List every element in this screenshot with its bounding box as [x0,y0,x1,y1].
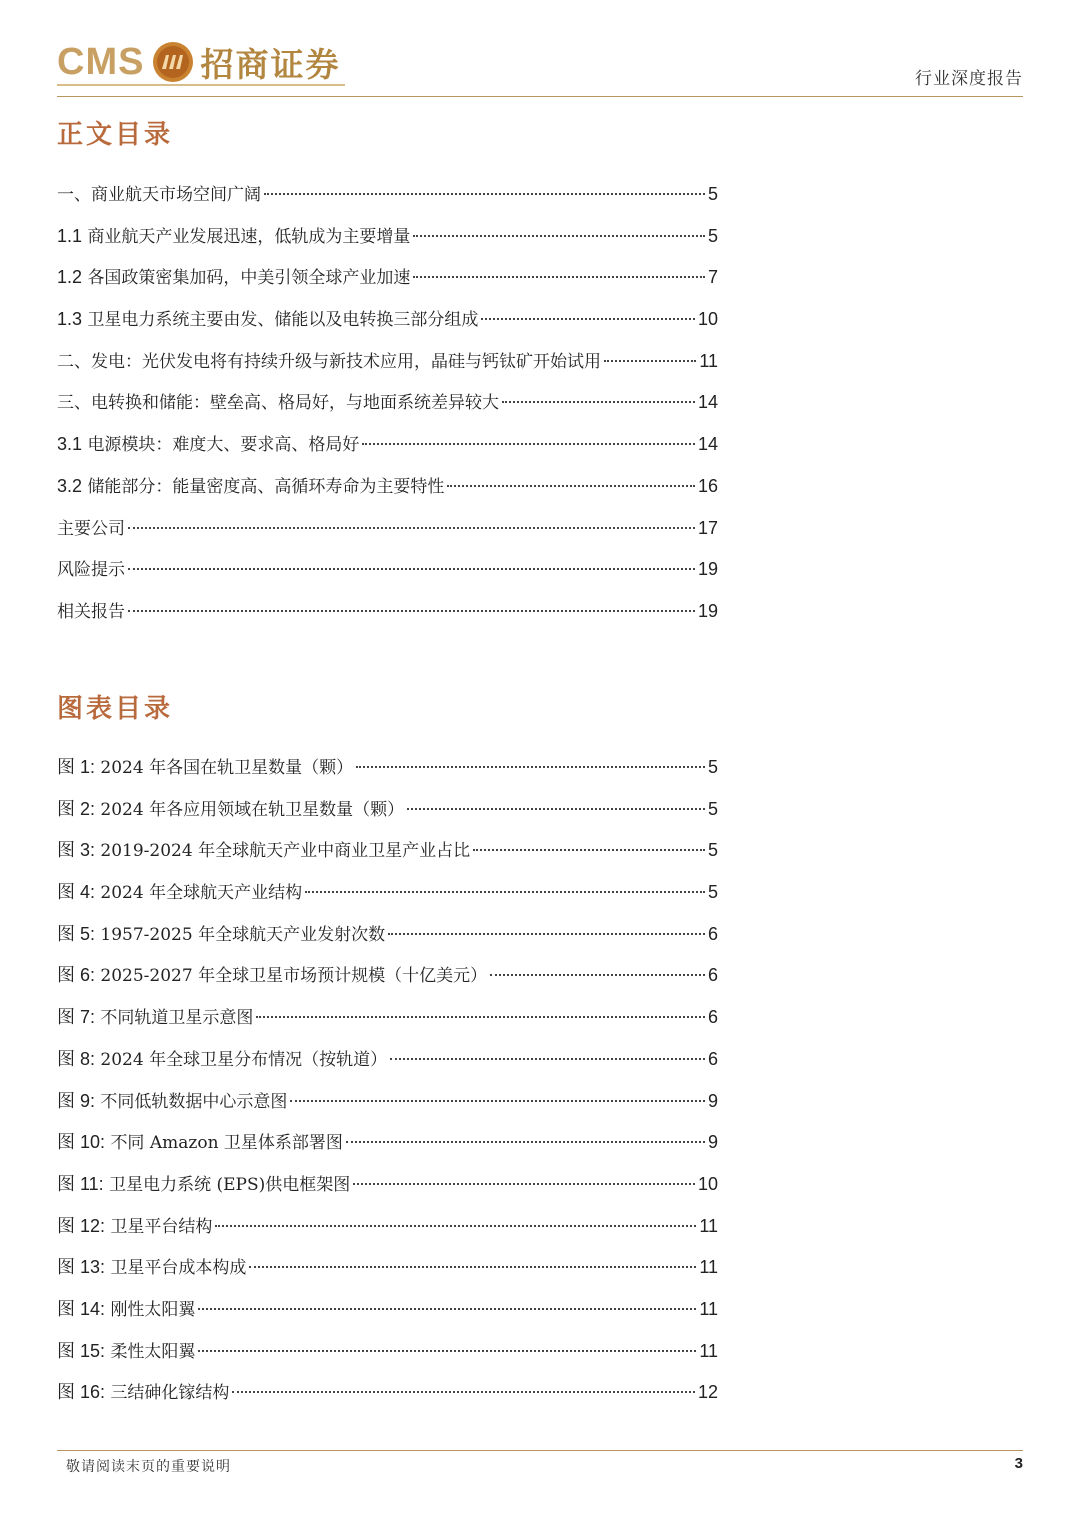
toc-entry[interactable] [57,341,718,383]
figure-entry-label [57,789,404,832]
toc-entry-prefix: 1.3 [57,309,83,330]
toc-entry[interactable] [57,466,718,508]
dot-leader [388,933,705,935]
toc-entry-page: 7 [707,267,718,288]
dot-leader [413,235,705,237]
figure-entry-text: 2019-2024 年全球航天产业中商业卫星产业占比 [100,841,471,862]
figure-entry-text: 三结砷化镓结构 [110,1383,230,1404]
figure-entry-page: 6 [707,965,718,986]
figure-entry-prefix: 图 1: [57,757,96,777]
figure-entry-text: 刚性太阳翼 [110,1299,196,1320]
figure-entry-page: 5 [707,840,718,861]
figure-entry[interactable] [57,1331,718,1373]
dot-leader [604,360,696,362]
figure-entry-label [57,1164,350,1207]
toc-entry-text: 电源模块：难度大、要求高、格局好 [87,435,360,456]
figure-entry[interactable] [57,1247,718,1289]
report-type: 行业深度报告 [915,69,1023,89]
figure-entry[interactable] [57,1081,718,1123]
dot-leader [502,401,695,403]
figure-entry-page: 11 [699,1298,718,1319]
figures-list [57,747,718,1414]
dot-leader [481,318,695,320]
figure-entry[interactable] [57,747,718,789]
dot-leader [390,1058,705,1060]
toc-entry-label [57,550,125,592]
dot-leader [346,1141,705,1143]
toc-entry[interactable] [57,257,718,299]
figure-entry-label [57,1372,229,1415]
footer-divider [57,1450,1023,1451]
figure-entry-text: 2024 年各应用领域在轨卫星数量（颗） [100,799,405,820]
footer-note: 敬请阅读末页的重要说明 [66,1459,231,1475]
toc-entry-label [57,299,478,342]
toc-entry-page: 16 [697,475,718,496]
toc-entry-prefix: 1.1 [57,225,83,246]
figure-entry[interactable] [57,872,718,914]
figure-entry-prefix: 图 2: [57,798,96,819]
figure-entry-page: 9 [707,1132,718,1153]
figure-entry-label [57,747,353,790]
toc-entry-page: 10 [697,309,718,330]
dot-leader [407,808,705,810]
figure-entry-page: 11 [699,1257,718,1278]
toc-entry-page: 11 [699,350,718,371]
toc-entry-text: 各国政策密集加码，中美引领全球产业加速 [87,268,411,289]
figure-entry[interactable] [57,955,718,997]
dot-leader [215,1225,696,1227]
toc-entry-text: 三、电转换和储能：壁垒高、格局好，与地面系统差异较大 [57,393,499,414]
toc-entry-text: 商业航天产业发展迅速，低轨成为主要增量 [87,226,411,247]
figure-entry-label [57,914,385,957]
figure-entry-prefix: 图 5: [57,923,96,944]
figure-entry-page: 6 [707,923,718,944]
dot-leader [128,610,695,612]
toc-entry-page: 14 [697,392,718,413]
figure-entry-page: 6 [707,1007,718,1028]
dot-leader [447,485,695,487]
dot-leader [256,1016,705,1018]
toc-entry-text: 主要公司 [57,518,125,539]
figure-entry-prefix: 图 15: [57,1340,106,1361]
dot-leader [356,766,705,768]
figure-entry-page: 5 [707,882,718,903]
figure-entry[interactable] [57,1289,718,1331]
toc-entry-text: 一、商业航天市场空间广阔 [57,185,261,205]
toc-entry-text: 相关报告 [57,601,125,622]
dot-leader [128,527,695,529]
figure-entry-text: 不同 Amazon 卫星体系部署图 [110,1133,343,1154]
figure-entry-text: 2024 年各国在轨卫星数量（颗） [100,758,354,778]
page-header [57,38,1023,96]
figure-entry[interactable] [57,1372,718,1414]
figure-entry-text: 1957-2025 年全球航天产业发射次数 [100,924,386,945]
figure-entry-label [57,1039,387,1082]
toc-entry-text: 储能部分：能量密度高、高循环寿命为主要特性 [87,476,445,497]
figure-entry-label [57,1122,343,1165]
figure-entry[interactable] [57,1164,718,1206]
figure-entry-label [57,1289,195,1332]
dot-leader [198,1308,696,1310]
toc-title: 正文目录 [57,120,174,150]
toc-entry[interactable] [57,382,718,424]
figure-entry-page: 11 [699,1215,718,1236]
toc-entry-text: 卫星电力系统主要由发、储能以及电转换三部分组成 [87,310,479,331]
figure-entry-page: 10 [697,1173,718,1194]
figure-entry-prefix: 图 6: [57,965,96,986]
figure-entry[interactable] [57,830,718,872]
logo-text: CMS [57,40,145,83]
figure-entry-page: 6 [707,1048,718,1069]
figure-entry-label [57,1206,212,1249]
toc-entry-label [57,175,261,217]
figure-entry-label [57,997,253,1040]
toc-list [57,174,718,633]
header-divider [57,96,1023,97]
toc-entry[interactable] [57,549,718,591]
toc-entry-page: 5 [707,184,718,204]
figure-entry-text: 2024 年全球航天产业结构 [100,883,303,904]
figure-entry-text: 柔性太阳翼 [110,1341,196,1362]
toc-entry[interactable] [57,299,718,341]
dot-leader [413,276,705,278]
toc-entry-label [57,592,125,634]
logo-underline [57,84,345,86]
figure-entry-text: 2025-2027 年全球卫星市场预计规模（十亿美元） [100,966,488,987]
figure-entry-prefix: 图 12: [57,1215,106,1236]
figure-entry-label [57,872,302,915]
toc-entry-label [57,257,410,300]
dot-leader [232,1391,695,1393]
figure-entry[interactable] [57,1039,718,1081]
toc-entry[interactable] [57,216,718,258]
toc-entry-label [57,509,125,551]
toc-entry-label [57,466,444,509]
toc-entry-text: 风险提示 [57,560,125,581]
figure-entry-page: 5 [707,757,718,777]
figure-entry[interactable] [57,1122,718,1164]
figure-entry-prefix: 图 9: [57,1090,96,1111]
figure-entry[interactable] [57,1206,718,1248]
toc-entry-prefix: 3.2 [57,475,83,496]
figure-entry-prefix: 图 3: [57,840,96,861]
figure-entry-page: 12 [697,1382,718,1403]
logo-seal-icon [152,41,194,83]
figure-entry-text: 不同轨道卫星示意图 [100,1008,254,1029]
figure-entry[interactable] [57,789,718,831]
figure-entry-label [57,830,470,873]
cms-logo [57,38,340,86]
figure-entry[interactable] [57,914,718,956]
dot-leader [198,1350,696,1352]
dot-leader [362,443,695,445]
figure-entry-page: 11 [699,1340,718,1361]
figure-entry-text: 卫星电力系统 (EPS)供电框架图 [109,1174,351,1195]
toc-entry-page: 19 [697,600,718,621]
toc-entry-label [57,342,601,384]
toc-entry-page: 19 [697,559,718,580]
figure-entry-text: 2024 年全球卫星分布情况（按轨道） [100,1049,388,1070]
toc-entry-label [57,424,359,467]
dot-leader [249,1266,696,1268]
dot-leader [490,974,705,976]
figure-entry-label [57,1081,287,1124]
toc-entry-prefix: 3.1 [57,434,83,455]
dot-leader [290,1100,705,1102]
figure-entry-text: 不同低轨数据中心示意图 [100,1091,288,1112]
toc-entry-page: 14 [697,434,718,455]
figure-entry-text: 卫星平台结构 [110,1216,213,1237]
figures-title: 图表目录 [57,694,174,724]
figure-entry-label [57,1247,246,1290]
figure-entry-label [57,955,487,998]
figure-entry-prefix: 图 16: [57,1382,106,1403]
toc-entry-prefix: 1.2 [57,267,83,288]
figure-entry-label [57,1331,195,1374]
figure-entry-prefix: 图 14: [57,1298,106,1319]
figure-entry-page: 9 [707,1090,718,1111]
toc-entry[interactable] [57,174,718,216]
dot-leader [353,1183,695,1185]
dot-leader [473,849,705,851]
toc-entry[interactable] [57,508,718,550]
toc-entry-label [57,383,499,425]
toc-entry[interactable] [57,424,718,466]
dot-leader [305,891,705,893]
toc-entry-page: 5 [707,225,718,246]
figure-entry-prefix: 图 7: [57,1007,96,1028]
figure-entry-prefix: 图 10: [57,1132,106,1153]
figure-entry-prefix: 图 4: [57,882,96,903]
logo-company-name: 招商证券 [200,44,341,84]
toc-entry-label [57,216,410,259]
figure-entry-text: 卫星平台成本构成 [110,1258,247,1279]
figure-entry[interactable] [57,997,718,1039]
page-number: 3 [1014,1455,1023,1472]
figure-entry-prefix: 图 8: [57,1048,96,1069]
toc-entry-page: 17 [697,517,718,538]
figure-entry-prefix: 图 13: [57,1257,106,1278]
toc-entry-text: 二、发电：光伏发电将有持续升级与新技术应用，晶硅与钙钛矿开始试用 [57,351,601,372]
figure-entry-page: 5 [707,798,718,819]
toc-entry[interactable] [57,591,718,633]
dot-leader [264,193,705,195]
figure-entry-prefix: 图 11: [57,1173,104,1194]
dot-leader [128,568,695,570]
